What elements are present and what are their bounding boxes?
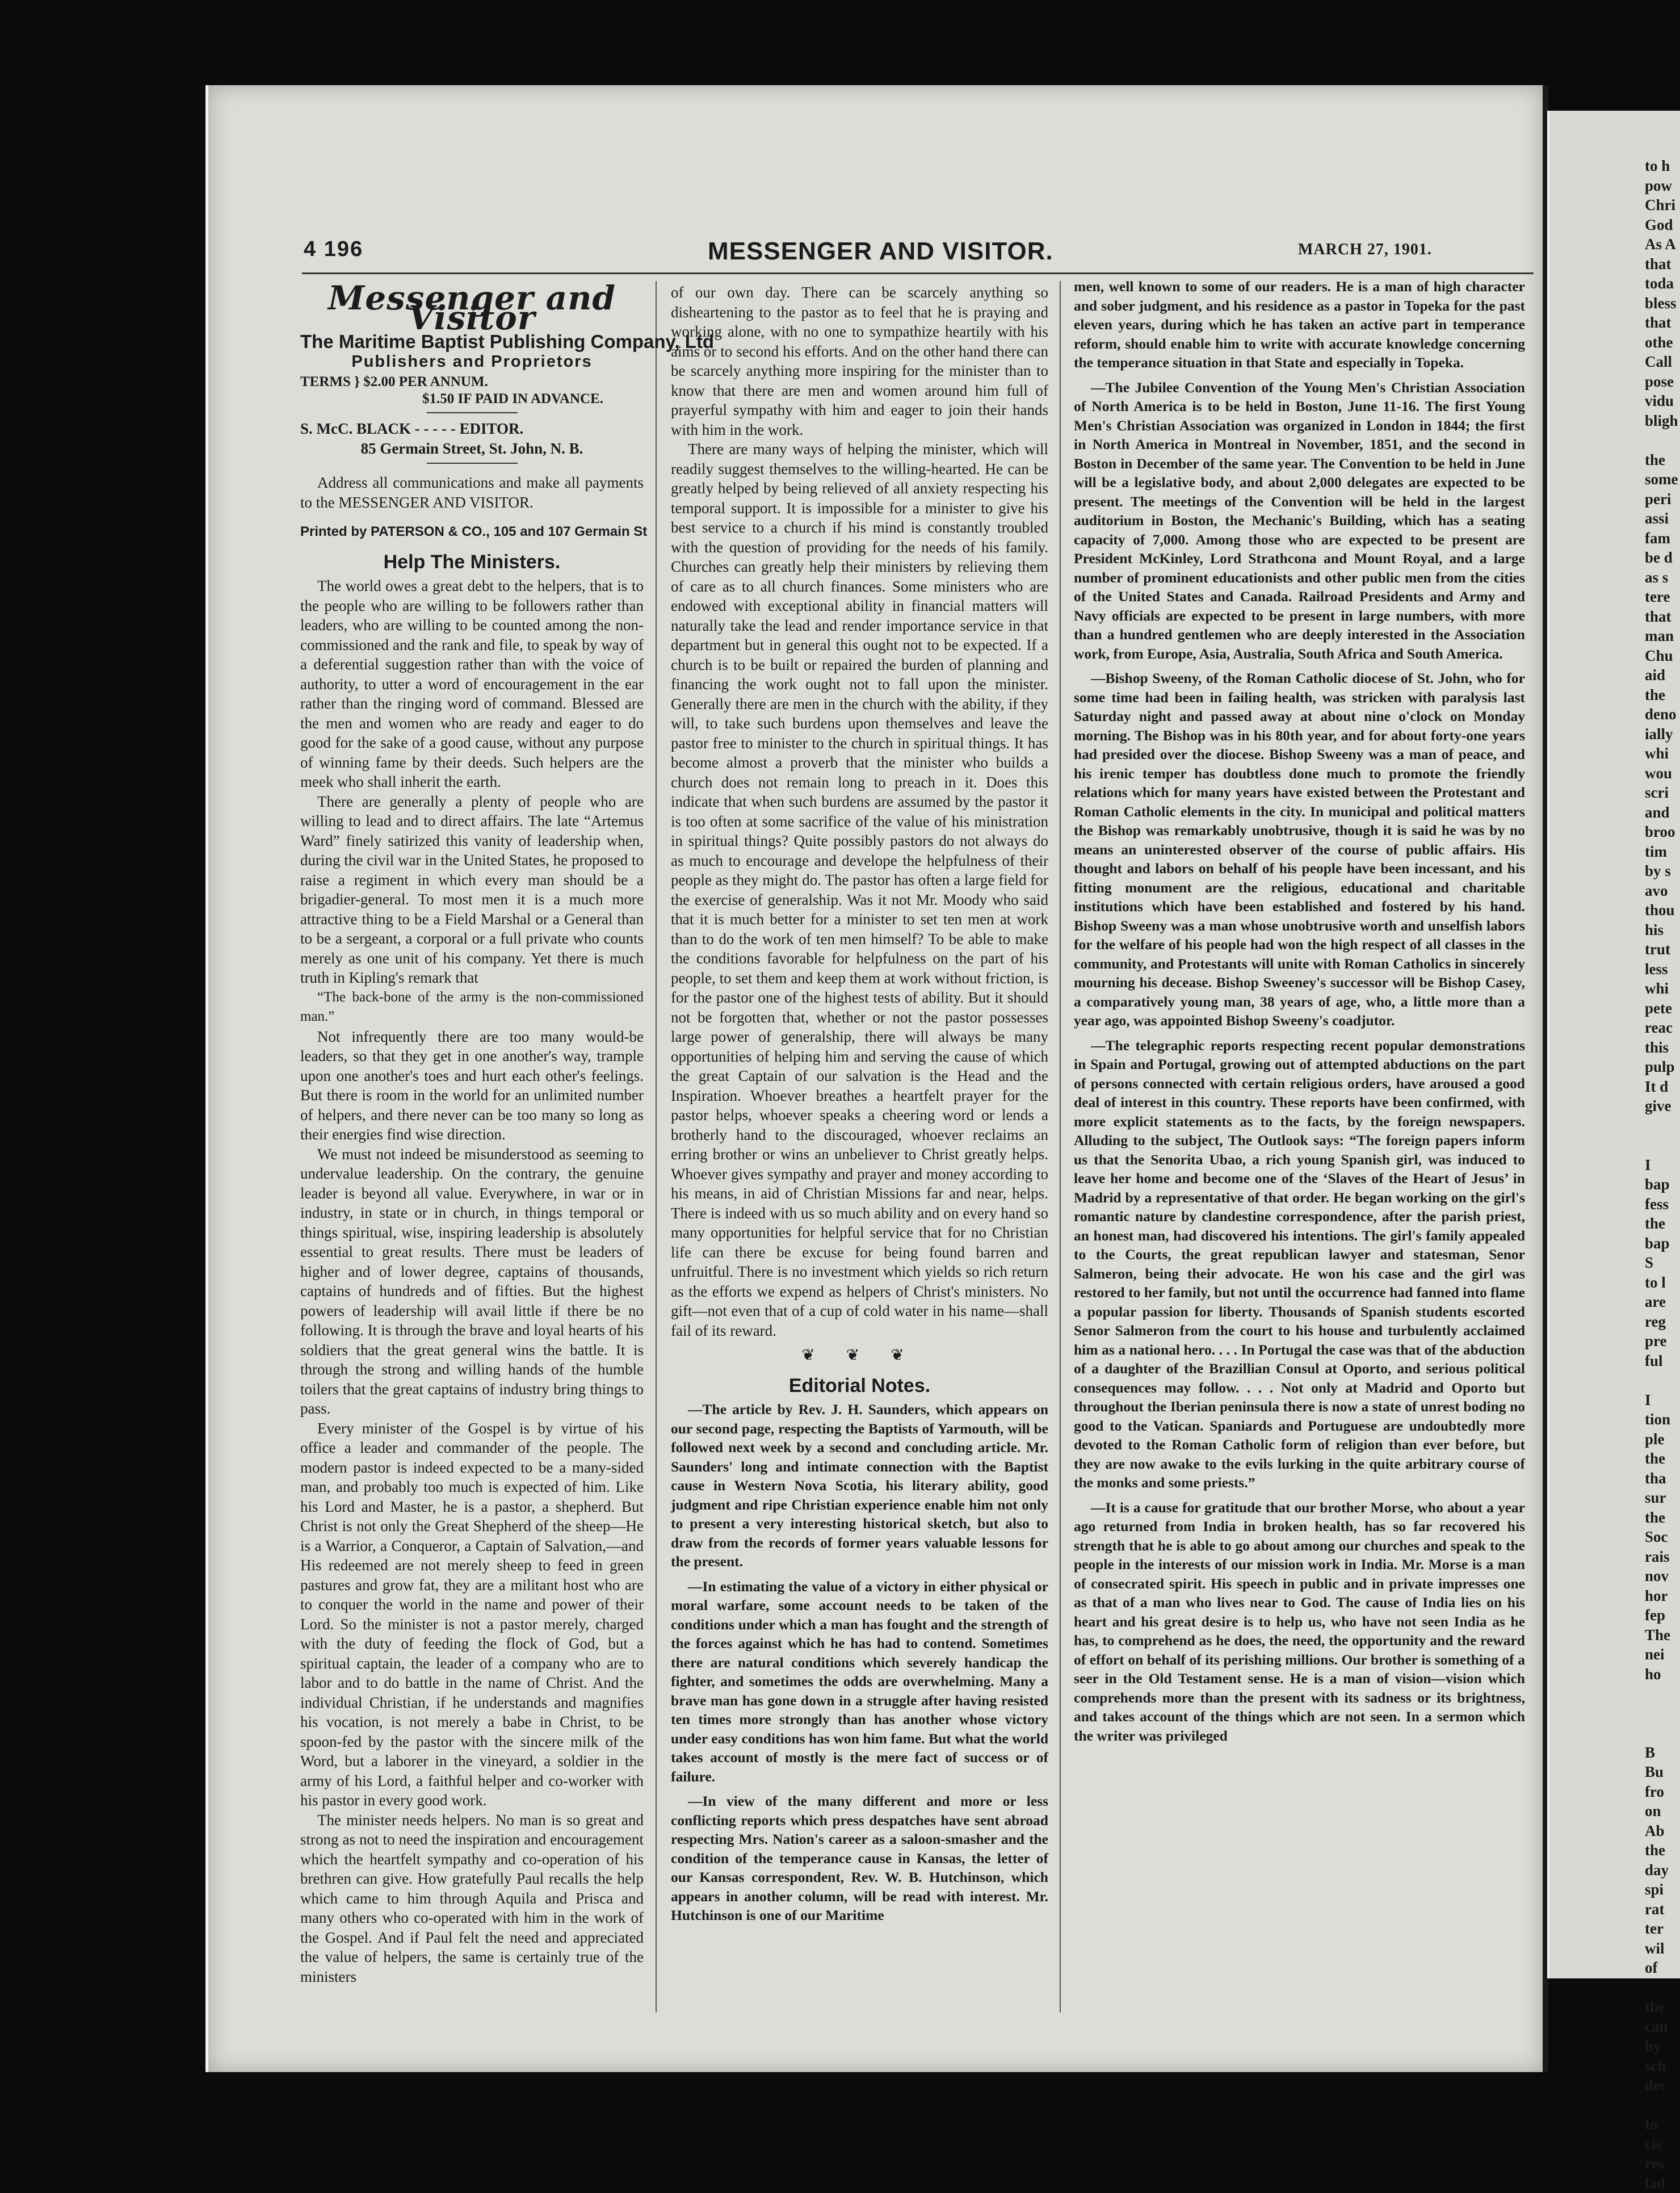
adjacent-page-fragment [1549, 1723, 1680, 1743]
adjacent-page-fragment: I [1549, 1155, 1680, 1175]
adjacent-page-fragment: his [1549, 920, 1680, 940]
issue-date: MARCH 27, 1901. [1298, 241, 1432, 259]
adjacent-page-fragment: the [1549, 1214, 1680, 1234]
publisher-name: The Maritime Baptist Publishing Company, Ltd [300, 332, 644, 352]
adjacent-page-fragment: the [1549, 1997, 1680, 2017]
publishers-line: Publishers and Proprietors [300, 352, 644, 372]
adjacent-page-fragment: wil [1549, 1939, 1680, 1959]
adjacent-page-fragment: aid [1549, 665, 1680, 685]
editorial-note: —The Jubilee Convention of the Young Men's Christian Association of North America is to be held in Boston, June 11-16. The first Young Men's Christian Association was organized in London in 1844; the first in North America in Montreal in November, 1851, and the second in Boston in December of the same year. The Convention to be held in June will be a legislative body, and about 2,000 delegates are expected to be present. The meetings of the Convention will be held in the largest auditorium in Boston, the Mechanic's Building, which has a seating capacity of 7,000. Among those who are expected to be present are President McKinley, Lord Strathcona and Mount Royal, and a large number of prominent educationists and other public men from the cities of the United States and Canada. Railroad Presidents and Army and Navy officials are expected to be present in large numbers, with more than a hundred gentlemen who are deeply interested in the Association work, from Europe, Asia, Australia, South Africa and South America. [1074, 378, 1525, 664]
adjacent-page-fragment: trut [1549, 940, 1680, 959]
adjacent-page-fragment: man [1549, 626, 1680, 646]
adjacent-page-fragment: the [1549, 685, 1680, 705]
adjacent-page-fragment: pre [1549, 1331, 1680, 1351]
column-3 [1074, 277, 1525, 1745]
adjacent-page-fragment: tere [1549, 587, 1680, 607]
editorial-note: —In estimating the value of a victory in either physical or moral warfare, some account needs to be taken of the conditions under which a man has fought and the strength of the forces against which he has had to contend. Sometimes there are natural conditions which severely handicap the fighter, and sometimes the odds are overwhelming. Many a brave man has gone down in a struggle after having resisted ten times more strongly than has another whose victory under easy conditions has won him fame. But what the world takes account of mostly is the mere fact of success or of failure. [671, 1577, 1048, 1787]
adjacent-page-fragment: sch [1549, 2056, 1680, 2076]
adjacent-page-fragment [1549, 1135, 1680, 1155]
page-header [208, 237, 1543, 266]
adjacent-page-fragment: tha [1549, 1469, 1680, 1488]
adjacent-page-fragment: fam [1549, 529, 1680, 548]
adjacent-page-fragment: and [1549, 803, 1680, 823]
adjacent-page-fragment: rat [1549, 1900, 1680, 1919]
printer-line: Printed by PATERSON & CO., 105 and 107 Germain St [300, 522, 644, 542]
adjacent-page-fragment [1549, 1116, 1680, 1136]
adjacent-page-fragment: Chri [1549, 195, 1680, 215]
adjacent-page-fragment: hor [1549, 1586, 1680, 1606]
adjacent-page-fragment: pete [1549, 999, 1680, 1018]
paragraph: Every minister of the Gospel is by virtue of his office a leader and commander of the people. The modern pastor is indeed expected to be a many-sided man, and probably too much is expected of him. Like his Lord and Master, he is a pastor, a shepherd. But Christ is not only the Great Shepherd of the sheep—He is a Warrior, a Conqueror, a Captain of Salvation,—and His redeemed are not merely sheep to feed in green pastures and grow fat, they are a militant host who are to conquer the world in the name and power of their Lord. So the minister is not a pastor merely, charged with the duty of feeding the flock of God, but a spiritual captain, the leader of a company who are to labor and to do battle in the name of Christ. And the individual Christian, if he understands and magnifies his vocation, is not merely a babe in Christ, to be spoon-fed by the pastor with the sincere milk of the Word, but a laborer in the vineyard, a soldier in the army of his Lord, a faithful helper and co-worker with his pastor in every good work. [300, 1419, 644, 1810]
adjacent-page-fragment: be d [1549, 548, 1680, 568]
adjacent-page-fragment: Chu [1549, 646, 1680, 666]
adjacent-page-fragment: reg [1549, 1312, 1680, 1332]
adjacent-page-fragment: scri [1549, 783, 1680, 803]
adjacent-page-fragment: I [1549, 1390, 1680, 1410]
adjacent-page-fragment: It d [1549, 1077, 1680, 1097]
column-divider [656, 281, 657, 2012]
adjacent-page-fragment: reac [1549, 1018, 1680, 1038]
adjacent-page-fragment: rais [1549, 1547, 1680, 1567]
adjacent-page-edge [1547, 111, 1680, 1978]
adjacent-page-fragment: to l [1549, 1273, 1680, 1293]
adjacent-page-fragment: that [1549, 313, 1680, 333]
terms-annual: $2.00 PER ANNUM. [363, 374, 488, 389]
editorial-note: men, well known to some of our readers. He is a man of high character and sober judgment, and his residence as a pastor in Topeka for the past eleven years, during which he has taken an active part in temperance reform, should enable him to write with accurate knowledge concerning the temperance situation in that State and especially in Topeka. [1074, 277, 1525, 372]
adjacent-page-fragment: S [1549, 1253, 1680, 1273]
adjacent-page-fragment: thou [1549, 900, 1680, 920]
adjacent-page-fragment: B [1549, 1743, 1680, 1763]
adjacent-page-fragment: res [1549, 2154, 1680, 2174]
editorial-notes-heading: Editorial Notes. [671, 1376, 1048, 1396]
adjacent-page-fragment: some [1549, 469, 1680, 489]
office-address: 85 Germain Street, St. John, N. B. [300, 439, 644, 459]
editorial-note: —The article by Rev. J. H. Saunders, which appears on our second page, respecting the Baptists of Yarmouth, will be followed next week by a second and concluding article. Mr. Saunders' long and intimate connection with the Baptist cause in Western Nova Scotia, his literary ability, good judgment and ripe Christian experience enable him not only to present a very interesting historical sketch, but also to draw from the records of former years valuable lessons for the present. [671, 1400, 1048, 1571]
adjacent-page-fragment: to h [1549, 156, 1680, 176]
adjacent-page-fragment: fep [1549, 1605, 1680, 1625]
adjacent-page-fragment [1549, 1684, 1680, 1704]
adjacent-page-fragment: bless [1549, 293, 1680, 313]
adjacent-page-fragment: give [1549, 1096, 1680, 1116]
ornament-divider: ❦ ❦ ❦ [671, 1346, 1048, 1366]
adjacent-page-fragment: othe [1549, 333, 1680, 353]
adjacent-page-fragment: ful [1549, 1351, 1680, 1371]
masthead-title: Messenger and Visitor [300, 288, 644, 328]
adjacent-page-fragment: bap [1549, 1234, 1680, 1253]
editorial-note: —In view of the many different and more or less conflicting reports which press despatches have sent abroad respecting Mrs. Nation's career as a saloon-smasher and the condition of the temperance cause in Kansas, the letter of our Kansas correspondent, Rev. W. B. Hutchinson, which appears in another column, will be read with interest. Mr. Hutchinson is one of our Maritime [671, 1792, 1048, 1925]
adjacent-page-fragment: nei [1549, 1645, 1680, 1664]
adjacent-page-fragment: The [1549, 1625, 1680, 1645]
adjacent-page-text [1549, 111, 1680, 2193]
adjacent-page-fragment: toda [1549, 274, 1680, 293]
editorial-note: —Bishop Sweeny, of the Roman Catholic diocese of St. John, who for some time had been in failing health, was stricken with paralysis last Saturday night and passed away at about nine o'clock on Monday morning. The Bishop was in his 80th year, and for about forty-one years had presided over the diocese. Bishop Sweeny was a man of peace, and his irenic temper has doubtless done much to promote the friendly relations which for many years have existed between the Protestant and Roman Catholic elements in the city. In municipal and political matters the Bishop was remarkably unobtrusive, though it is said he was by no means an uninterested observer of the course of public affairs. His thought and labors on behalf of his people have been incessant, and his fitting monument are the religious, educational and charitable institutions which have been established and fostered by his hand. Bishop Sweeny was a man whose unobtrusive worth and unselfish labors for the welfare of his people had won the high respect of all classes in the community, and Protestants will unite with Roman Catholics in sincerely mourning his decease. Bishop Sweeney's successor will be Bishop Casey, a comparatively young man, 38 years of age, who, a little more than a year ago, was appointed Bishop Sweeny's coadjutor. [1074, 669, 1525, 1030]
adjacent-page-fragment: avo [1549, 881, 1680, 901]
adjacent-page-fragment: on [1549, 1801, 1680, 1821]
article-heading: Help The Ministers. [300, 552, 644, 572]
adjacent-page-fragment [1549, 430, 1680, 450]
column-2 [671, 283, 1048, 1925]
adjacent-page-fragment: God [1549, 215, 1680, 235]
adjacent-page-fragment: cis [1549, 2135, 1680, 2154]
newspaper-title: MESSENGER AND VISITOR. [708, 237, 1053, 266]
divider [427, 463, 518, 464]
adjacent-page-fragment: As A [1549, 234, 1680, 254]
terms-advance: $1.50 IF PAID IN ADVANCE. [300, 391, 603, 406]
adjacent-page-fragment: fess [1549, 1194, 1680, 1214]
paragraph: The minister needs helpers. No man is so great and strong as not to need the inspiration and encouragement which the heartfelt sympathy and co-operation of his brethren can give. How gratefully Paul recalls the help which came to him through Aquila and Prisca and many others who co-operated with him in the work of the Gospel. And if Paul felt the need and appreciated the value of helpers, the same is certainly true of the ministers [300, 1810, 644, 1987]
adjacent-page-fragment: peri [1549, 489, 1680, 509]
adjacent-page-fragment: that [1549, 607, 1680, 627]
adjacent-page-fragment: Bu [1549, 1762, 1680, 1782]
adjacent-page-fragment: the [1549, 1508, 1680, 1528]
address-notice: Address all communications and make all payments to the MESSENGER AND VISITOR. [300, 473, 644, 512]
paragraph: There are many ways of helping the minister, which will readily suggest themselves to the willing-hearted. He can be greatly helped by being relieved of all anxiety respecting his temporal support. It is impossible for a minister to give his best service to a church if his mind is constantly troubled with the question of providing for the needs of his family. Churches can greatly help their ministers by relieving them of care as to all church finances. Some ministers who are endowed with exceptional ability in financial matters will naturally take the lead and render importance service in that department but in general this ought not to be expected. If a church is to be built or repaired the burden of planning and financing the work ought not to fall upon the minister. Generally there are men in the church with the ability, if they will, to take such burdens upon themselves and leave the pastor free to minister to the church in spiritual things. It has become almost a proverb that the minister who builds a church does not remain long to preach in it. Does this indicate that when such burdens are assumed by the pastor it is too often at some sacrifice of the value of his ministration in spiritual things? Quite possibly pastors do not always do as much to encourage and develope the helpfulness of their people as they might do. The pastor has often a large field for the exercise of generalship. Was it not Mr. Moody who said that it is much better for a minister to set ten men at work than to do the work of ten men himself? To be able to make the conditions favorable for helpfulness on the part of his people, to set them and keep them at work without friction, is for the pastor one of the highest tests of ability. But it should not be forgotten that, whether or not the pastor possesses large power of generalship, there will always be many opportunities of helping him and serving the cause of which the great Captain of our salvation is the Head and the Inspiration. Whoever breathes a heartfelt prayer for the pastor helps, whoever speaks a cheering word or lends a brotherly hand to the discouraged, whoever reclaims an erring brother or wins an unbeliever to Christ greatly helps. Whoever gives sympathy and prayer and money according to his means, in aid of Christian Missions far and near, helps. There is indeed with us so much ability and on every hand so many opportunities for helpful service that for no Christian life can there be excuse for being found barren and unfruitful. There is no investment which yields so rich return as the efforts we expend as helpers of Christ's ministers. No gift—not even that of a cup of cold water in his name—shall fail of its reward. [671, 439, 1048, 1340]
adjacent-page-fragment: are [1549, 1292, 1680, 1312]
adjacent-page-fragment: broo [1549, 822, 1680, 842]
editorial-note: —The telegraphic reports respecting recent popular demonstrations in Spain and Portugal, growing out of attempted abductions on the part of persons connected with certain religious orders, have aroused a good deal of interest in this country. These reports have been confirmed, with more explicit statements as to the facts, by the foreign newspapers. Alluding to the subject, The Outlook says: “The foreign papers inform us that the Senorita Ubao, a rich young Spanish girl, was induced to leave her home and become one of the ‘Slaves of the Heart of Jesus’ in Madrid by a representative of that order. He began working on the girl's romantic nature by clandestine correspondence, after the parish priest, an honest man, had discovered his intentions. The girl's family appealed to the Courts, the great republican lawyer and statesman, Senor Salmeron, being their advocate. He won his case and the girl was restored to her family, but not until the occurrence had fanned into flame a popular passion for liberty. Thousands of Spanish students escorted Senor Salmeron from the court to his house and turbulently acclaimed him as a national hero. . . . In Portugal the case was that of the abduction of a daughter of the Brazillian Consul at Oporto, and serious political consequences may follow. . . . Not only at Madrid and Oporto but throughout the Iberian peninsula there is now a state of unrest boding no good to the Vatican. Spaniards and Portuguese are undoubtedly more devoted to the Roman Catholic form of religion than ever before, but they are now awake to the evils lurking in the quite arbitrary course of the monks and some priests.” [1074, 1036, 1525, 1492]
adjacent-page-fragment: whi [1549, 979, 1680, 999]
column-divider [1060, 281, 1061, 2012]
adjacent-page-fragment: Soc [1549, 1527, 1680, 1547]
adjacent-page-fragment: whi [1549, 744, 1680, 764]
paragraph: We must not indeed be misunderstood as seeming to undervalue leadership. On the contrary, the genuine leader is beyond all value. Everywhere, in war or in industry, in state or in church, in things temporal or things spiritual, wise, inspiring leadership is absolutely essential to great results. There must be leaders of higher and of lower degree, captains of thousands, captains of hundreds and of fifties. But the highest powers of leadership will avail little if there be no following. It is through the brave and loyal hearts of his soldiers that the great general wins the battle. It is through the strong and willing hands of the humble toilers that the great captains of industry bring things to pass. [300, 1144, 644, 1419]
adjacent-page-fragment: by [1549, 2036, 1680, 2056]
adjacent-page-fragment: pose [1549, 372, 1680, 392]
page-number: 4 196 [304, 237, 363, 262]
adjacent-page-fragment: ho [1549, 1664, 1680, 1684]
adjacent-page-fragment [1549, 2095, 1680, 2115]
adjacent-page-fragment: the [1549, 1449, 1680, 1469]
adjacent-page-fragment: to [1549, 2115, 1680, 2135]
adjacent-page-fragment [1549, 1370, 1680, 1390]
adjacent-page-fragment: assi [1549, 509, 1680, 529]
adjacent-page-fragment: day [1549, 1860, 1680, 1880]
adjacent-page-fragment [1549, 1704, 1680, 1724]
adjacent-page-fragment: by s [1549, 861, 1680, 881]
adjacent-page-fragment: pow [1549, 176, 1680, 196]
adjacent-page-fragment: vidu [1549, 391, 1680, 411]
kipling-quote: “The back-bone of the army is the non-commissioned man.” [300, 988, 644, 1027]
adjacent-page-fragment: as s [1549, 568, 1680, 588]
adjacent-page-fragment: that [1549, 254, 1680, 274]
adjacent-page-fragment: can [1549, 2017, 1680, 2037]
adjacent-page-fragment: of [1549, 1958, 1680, 1978]
adjacent-page-fragment: lad [1549, 2174, 1680, 2193]
paragraph: There are generally a plenty of people who are willing to lead and to direct affairs. The late “Artemus Ward” finely satirized this vanity of leadership when, during the civil war in the United States, he proposed to raise a regiment in which every man should be a brigadier-general. To most men it is a much more attractive thing to be a Field Marshal or a General than to be a sergeant, a corporal or a full private who counts merely as one unit of his company. Yet there is much truth in Kipling's remark that [300, 792, 644, 988]
adjacent-page-fragment: deno [1549, 705, 1680, 724]
divider [427, 412, 518, 413]
editorial-note: —It is a cause for gratitude that our brother Morse, who about a year ago returned from India in broken health, has so far recovered his strength that he is able to go about among our churches and speak to the people in the interests of our mission work in India. Mr. Morse is a man of consecrated spirit. His speech in public and in private impresses one as that of a man who lives near to God. The cause of India lies on his heart and his great desire is to help us, who have not seen India as he has, to comprehend as he does, the need, the opportunity and the reward of effort on behalf of its perishing millions. Our brother is something of a seer in the Old Testament sense. He is a man of vision—vision which comprehends more than the present with its sadness or its brightness, and takes account of the things which are not seen. In a sermon which the writer was privileged [1074, 1498, 1525, 1746]
paragraph: The world owes a great debt to the helpers, that is to the people who are willing to be followers rather than leaders, who are willing to be counted among the non-commissioned and the rank and file, to speak by way of a deferential suggestion rather than with the voice of authority, to utter a word of encouragement in the ear rather than the ringing word of command. Blessed are the men and women who are ready and eager to do good for the sake of a good cause, without any purpose of winning fame by their deeds. Such helpers are the meek who shall inherit the earth. [300, 576, 644, 792]
adjacent-page-fragment: fro [1549, 1782, 1680, 1802]
adjacent-page-fragment [1549, 1978, 1680, 1998]
adjacent-page-fragment: wou [1549, 764, 1680, 783]
adjacent-page-fragment: this [1549, 1038, 1680, 1058]
editorial-notes [671, 1400, 1048, 1925]
adjacent-page-fragment: ter [1549, 1919, 1680, 1939]
paragraph: of our own day. There can be scarcely anything so disheartening to the pastor as to feel that he is praying and working alone, with no one to sympathize heartily with his aims or to second his efforts. And on the other hand there can be scarcely anything more inspiring for the minister than to know that there are men and women around him full of prayerful sympathy with him and eager to join their hands with him in the work. [671, 283, 1048, 439]
adjacent-page-fragment: ple [1549, 1429, 1680, 1449]
adjacent-page-fragment: Ab [1549, 1821, 1680, 1841]
adjacent-page-fragment: tion [1549, 1410, 1680, 1429]
adjacent-page-fragment: Call [1549, 352, 1680, 372]
adjacent-page-fragment: bap [1549, 1175, 1680, 1194]
adjacent-page-fragment: pulp [1549, 1057, 1680, 1077]
subscription-terms: TERMS } $2.00 PER ANNUM. $1.50 IF PAID IN ADVANCE. [300, 374, 644, 408]
paragraph: Not infrequently there are too many would-be leaders, so that they get in one another's way, trample upon one another's toes and hurt each other's feelings. But there is room in the world for an unlimited number of helpers, and there never can be too many so long as their energies find wise direction. [300, 1027, 644, 1144]
terms-label: TERMS [300, 374, 351, 389]
adjacent-page-fragment: less [1549, 959, 1680, 979]
adjacent-page-fragment: bligh [1549, 411, 1680, 431]
adjacent-page-fragment: nov [1549, 1566, 1680, 1586]
adjacent-page-fragment: ially [1549, 724, 1680, 744]
adjacent-page-fragment: dec [1549, 2075, 1680, 2095]
adjacent-page-fragment: the [1549, 450, 1680, 470]
editor-line: S. McC. BLACK - - - - - EDITOR. [300, 419, 644, 439]
newspaper-page [205, 85, 1543, 2072]
adjacent-page-fragment: spi [1549, 1880, 1680, 1900]
adjacent-page-fragment: tim [1549, 842, 1680, 862]
column-1 [300, 283, 644, 1986]
adjacent-page-fragment: sur [1549, 1488, 1680, 1508]
adjacent-page-fragment: the [1549, 1840, 1680, 1860]
header-rule [302, 272, 1534, 274]
